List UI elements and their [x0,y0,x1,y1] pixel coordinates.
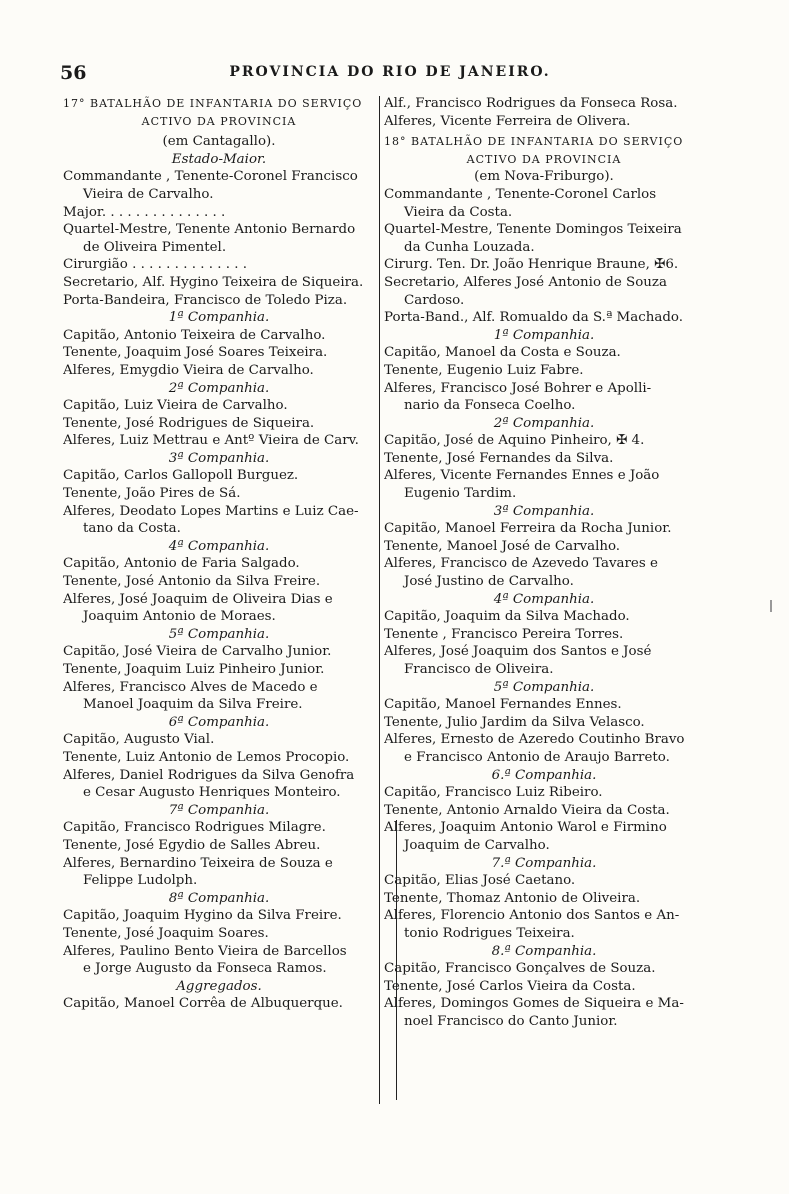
section-heading: 8ª Companhia. [168,890,270,906]
text-line: Tenente, José Carlos Vieira da Costa. [384,978,636,994]
text-line: Porta-Bandeira, Francisco de Toledo Piza. [63,292,348,308]
section-heading: 6ª Companhia. [168,714,270,730]
text-line: Tenente, João Pires de Sá. [63,486,241,502]
text-line: Tenente, Julio Jardim da Silva Velasco. [384,714,645,730]
section-heading: 1ª Companhia. [493,327,595,343]
text-line: Francisco de Oliveira. [404,662,554,677]
section-heading: 8.ª Companhia. [491,943,597,959]
text-line: Capitão, Antonio Teixeira de Carvalho. [63,327,326,343]
text-line: Alferes, Florencio Antonio dos Santos e An- [384,908,680,924]
text-line: Tenente , Francisco Pereira Torres. [384,626,624,642]
text-line: Tenente, José Egydio de Salles Abreu. [63,837,321,853]
section-heading: 4ª Companhia. [493,591,595,607]
text-line: Capitão, Francisco Luiz Ribeiro. [384,785,603,801]
section-heading: 18° BATALHÃO DE INFANTARIA DO SERVIÇO [384,135,684,149]
text-line: Alferes, Francisco Alves de Macedo e [63,679,318,695]
text-line: tano da Costa. [83,521,181,537]
text-line: Cirurg. Ten. Dr. João Henrique Braune, ✠6. [384,257,679,273]
section-heading: ACTIVO DA PROVINCIA [141,114,297,128]
text-line: Eugenio Tardim. [404,486,517,502]
text-line: Alferes, Ernesto de Azeredo Coutinho Bravo [384,732,685,748]
text-line: Tenente, José Antonio da Silva Freire. [63,574,321,590]
text-line: Capitão, José de Aquino Pinheiro, ✠ 4. [384,433,645,449]
text-line: Commandante , Tenente-Coronel Francisco [63,169,358,185]
page-title: PROVINCIA DO RIO DE JANEIRO. [229,64,551,80]
text-line: Cardoso. [404,292,465,308]
text-line: Alferes, José Joaquim dos Santos e José [384,644,652,660]
text-line: Alferes, Daniel Rodrigues da Silva Genofra [63,767,355,783]
text-line: Joaquim Antonio de Moraes. [83,609,276,625]
text-line: Capitão, José Vieira de Carvalho Junior. [63,644,332,660]
text-line: Tenente, Luiz Antonio de Lemos Procopio. [63,749,350,765]
text-line: Tenente, José Rodrigues de Siqueira. [63,415,315,431]
section-heading: 5ª Companhia. [493,679,595,695]
text-line: Quartel-Mestre, Tenente Antonio Bernardo [63,222,356,238]
text-line: Capitão, Manoel Ferreira da Rocha Junior. [384,521,672,537]
text-line: Tenente, Manoel José de Carvalho. [384,538,621,554]
text-line: Capitão, Joaquim da Silva Machado. [384,609,630,625]
text-line: Major. . . . . . . . . . . . . . . [63,204,226,220]
section-heading: 2ª Companhia. [168,380,270,396]
text-line: Tenente, José Joaquim Soares. [63,925,269,941]
text-line: Alferes, Deodato Lopes Martins e Luiz Cae- [63,503,359,519]
text-line: Manoel Joaquim da Silva Freire. [83,697,303,713]
text-line: Porta-Band., Alf. Romualdo da S.ª Machado. [384,310,684,326]
text-line: Capitão, Joaquim Hygino da Silva Freire. [63,908,342,924]
text-line: tonio Rodrigues Teixeira. [404,925,575,941]
section-heading: 5ª Companhia. [168,626,270,642]
section-heading: 6.ª Companhia. [491,767,597,783]
text-line: da Cunha Louzada. [404,239,535,255]
text-line: Commandante , Tenente-Coronel Carlos [384,186,657,202]
text-line: Alferes, Bernardino Teixeira de Souza e [63,855,333,871]
text-line: Cirurgião . . . . . . . . . . . . . . [63,257,248,273]
margin-mark [770,600,772,612]
section-heading: 7.ª Companhia. [491,855,597,871]
text-line: Alferes, Joaquim Antonio Warol e Firmino [384,820,667,836]
text-line: Capitão, Manoel Fernandes Ennes. [384,697,622,713]
text-line: Alferes, Vicente Fernandes Ennes e João [384,468,660,484]
section-heading: 3ª Companhia. [493,503,595,519]
section-heading: 7ª Companhia. [168,802,270,818]
text-line: Tenente, Eugenio Luiz Fabre. [384,362,584,378]
text-line: Tenente, Joaquim Luiz Pinheiro Junior. [63,662,325,677]
text-line: Capitão, Luiz Vieira de Carvalho. [63,398,288,414]
text-line: Vieira da Costa. [404,204,513,220]
text-line: Capitão, Francisco Rodrigues Milagre. [63,820,326,836]
text-line: nario da Fonseca Coelho. [404,398,576,414]
text-line: Secretario, Alferes José Antonio de Souza [384,274,667,290]
text-line: Alferes, José Joaquim de Oliveira Dias e [63,591,333,607]
text-line: Joaquim de Carvalho. [404,837,550,853]
text-line: Alferes, Francisco de Azevedo Tavares e [384,556,658,572]
text-line: Quartel-Mestre, Tenente Domingos Teixeira [384,222,682,238]
text-line: José Justino de Carvalho. [404,574,574,590]
section-heading: 17° BATALHÃO DE INFANTARIA DO SERVIÇO [63,97,363,110]
text-line: Alf., Francisco Rodrigues da Fonseca Rosa. [384,96,678,111]
text-line: Tenente, José Fernandes da Silva. [384,450,614,466]
text-line: Alferes, Luiz Mettrau e Antº Vieira de Carv. [63,433,359,449]
section-heading: 2ª Companhia. [493,415,595,431]
text-line: Capitão, Manoel Corrêa de Albuquerque. [63,996,343,1012]
text-line: Alferes, Paulino Bento Vieira de Barcellos [63,943,347,959]
text-line: Alferes, Vicente Ferreira de Olivera. [384,113,631,129]
text-line: Tenente, Thomaz Antonio de Oliveira. [384,890,641,906]
text-line: Capitão, Elias José Caetano. [384,873,576,889]
left-column [63,95,375,1013]
section-heading: Aggregados. [176,978,262,994]
text-line: e Francisco Antonio de Araujo Barreto. [404,749,670,765]
text-line: Tenente, Joaquim José Soares Teixeira. [63,345,328,361]
text-line: noel Francisco do Canto Junior. [404,1013,618,1029]
running-header [60,62,720,86]
text-line: Capitão, Manoel da Costa e Souza. [384,345,621,361]
section-heading: Estado-Maior. [171,151,267,167]
text-line: Tenente, Antonio Arnaldo Vieira da Costa. [384,802,670,818]
text-line: (em Cantagallo). [162,134,276,150]
text-line: e Jorge Augusto da Fonseca Ramos. [83,961,327,977]
section-heading: ACTIVO DA PROVINCIA [466,152,622,166]
right-column [384,95,704,1030]
text-line: Alferes, Francisco José Bohrer e Apolli- [384,380,652,396]
section-heading: 1ª Companhia. [168,310,270,326]
text-line: (em Nova-Friburgo). [474,169,614,185]
text-line: Capitão, Carlos Gallopoll Burguez. [63,468,299,484]
text-line: Secretario, Alf. Hygino Teixeira de Siqueira. [63,274,364,290]
text-line: Vieira de Carvalho. [83,186,214,202]
text-line: Alferes, Emygdio Vieira de Carvalho. [63,362,314,378]
section-heading: 3ª Companhia. [168,450,270,466]
column-divider [379,96,380,1104]
text-line: de Oliveira Pimentel. [83,239,227,255]
page-number: 56 [60,62,87,84]
text-line: Capitão, Francisco Gonçalves de Souza. [384,961,656,977]
section-heading: 4ª Companhia. [168,538,270,554]
text-line: e Cesar Augusto Henriques Monteiro. [83,785,341,801]
text-line: Felippe Ludolph. [83,873,198,889]
text-line: Alferes, Domingos Gomes de Siqueira e Ma- [384,996,684,1012]
text-line: Capitão, Antonio de Faria Salgado. [63,556,300,572]
text-line: Capitão, Augusto Vial. [63,732,215,748]
